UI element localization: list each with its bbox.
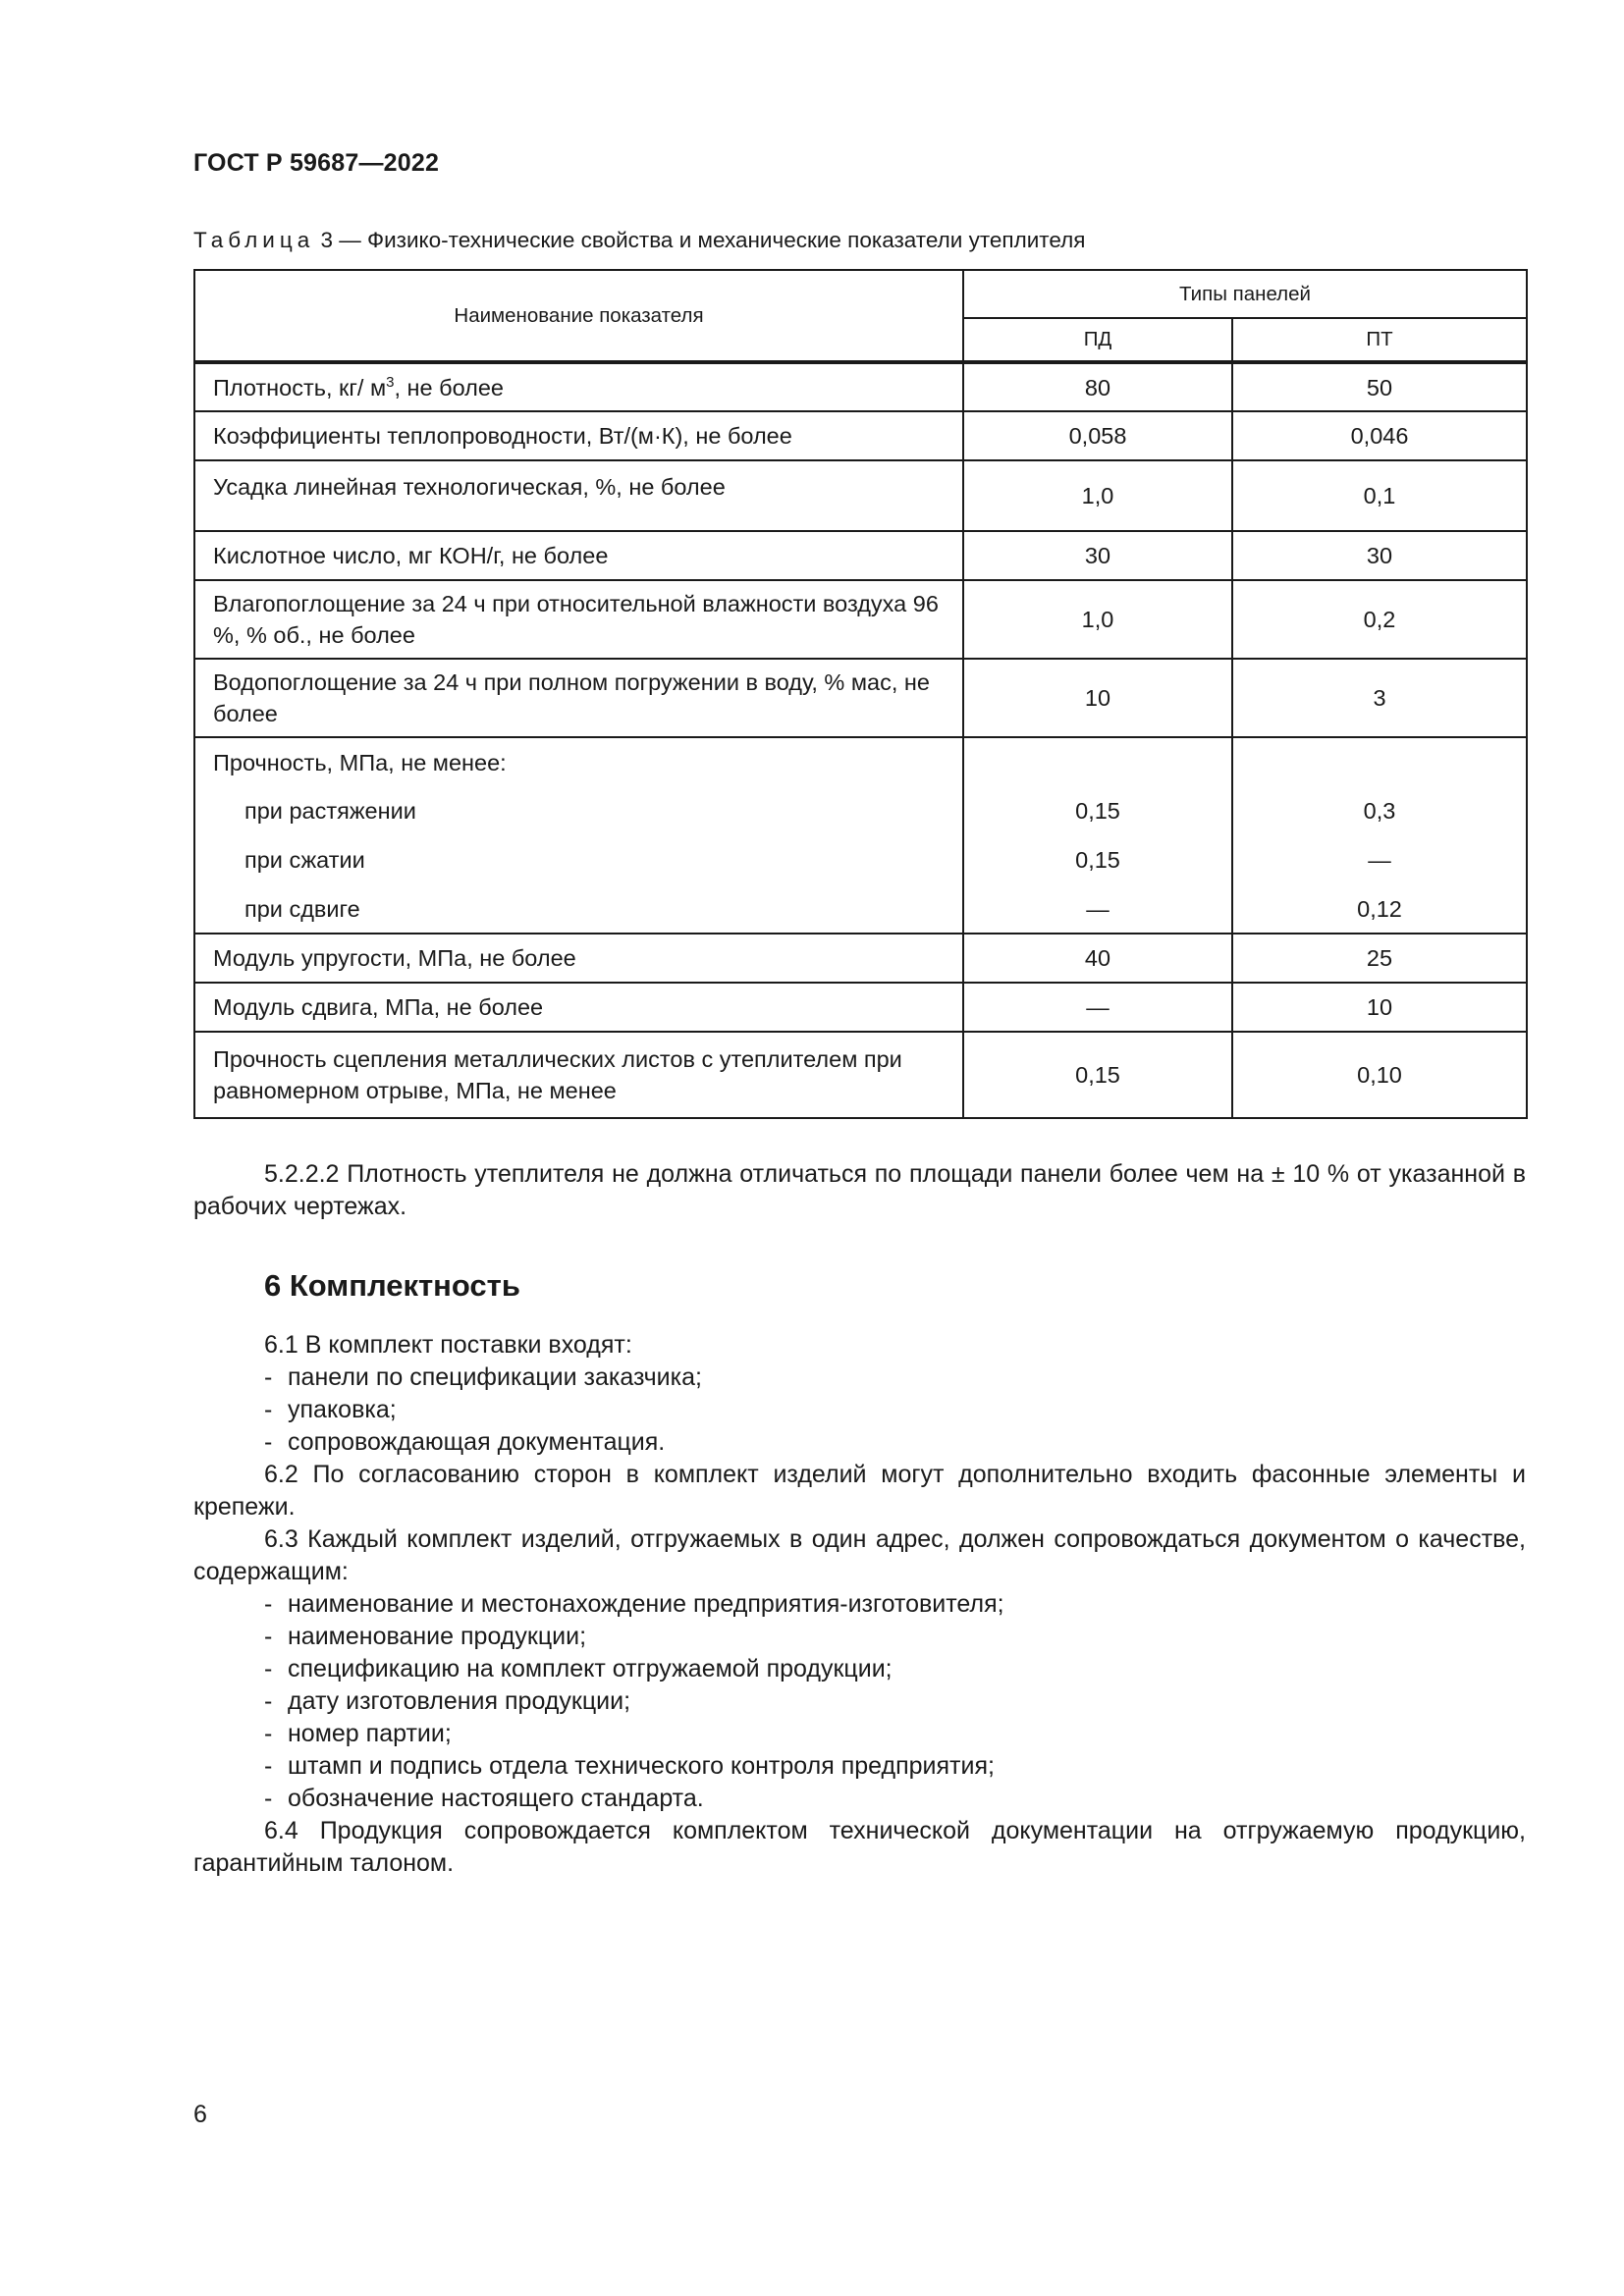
table-row (194, 411, 1527, 460)
value-pd: — (963, 884, 1232, 934)
value-pt: 0,2 (1232, 580, 1527, 659)
value-pd: 80 (963, 362, 1232, 411)
list-item-text: наименование и местонахождение предприятия-изготовителя; (288, 1590, 1004, 1618)
list-item-text: спецификацию на комплект отгружаемой продукции; (288, 1655, 893, 1682)
row-label: Модуль сдвига, МПа, не более (194, 983, 963, 1032)
value-pt: 25 (1232, 934, 1527, 983)
table-caption-prefix: Таблица (193, 228, 315, 252)
header-col-pd: ПД (963, 318, 1232, 362)
row-label: Коэффициенты теплопроводности, Вт/(м·К), не более (194, 411, 963, 460)
table-row (194, 786, 1527, 835)
value-pt: 0,10 (1232, 1032, 1527, 1118)
value-pt: — (1232, 835, 1527, 884)
row-label: Прочность сцепления металлических листов с утеплителем при равномерном отрыве, МПа, не менее (194, 1032, 963, 1118)
header-panel-types: Типы панелей (963, 270, 1527, 318)
table-row (194, 659, 1527, 737)
row-label: при растяжении (194, 786, 963, 835)
value-pt: 0,046 (1232, 411, 1527, 460)
value-pd: — (963, 983, 1232, 1032)
list-item-text: панели по спецификации заказчика; (288, 1363, 702, 1391)
strength-group-label: Прочность, МПа, не менее: (194, 737, 963, 786)
section-6-body (193, 1329, 1526, 1880)
value-pd: 0,15 (963, 1032, 1232, 1118)
list-item-text: дату изготовления продукции; (288, 1687, 631, 1715)
value-pt: 30 (1232, 531, 1527, 580)
row-label-text: Плотность, кг/ м (213, 374, 387, 400)
table-row (194, 934, 1527, 983)
table-caption-text: 3 — Физико-технические свойства и механические показатели утеплителя (314, 228, 1086, 252)
header-col-pt: ПТ (1232, 318, 1527, 362)
list-item-text: наименование продукции; (288, 1623, 587, 1650)
value-pd: 40 (963, 934, 1232, 983)
row-label: Водопоглощение за 24 ч при полном погружении в воду, % мас, не более (194, 659, 963, 737)
document-id-header: ГОСТ Р 59687—2022 (193, 149, 440, 177)
unit-superscript: 3 (386, 373, 395, 391)
paragraph-5-2-2-2 (193, 1158, 1526, 1223)
list-item: - упаковка; (264, 1396, 397, 1423)
list-item: - обозначение настоящего стандарта. (264, 1785, 704, 1812)
value-pt: 0,12 (1232, 884, 1527, 934)
value-pt: 3 (1232, 659, 1527, 737)
value-pt: 10 (1232, 983, 1527, 1032)
list-item-text: номер партии; (288, 1720, 452, 1747)
table-row (194, 1032, 1527, 1118)
table-row (194, 362, 1527, 411)
table-caption (193, 228, 1085, 253)
row-label: Усадка линейная технологическая, %, не более (194, 460, 963, 531)
row-label: при сдвиге (194, 884, 963, 934)
row-label: Модуль упругости, МПа, не более (194, 934, 963, 983)
table-row (194, 983, 1527, 1032)
table-row (194, 580, 1527, 659)
value-pd: 10 (963, 659, 1232, 737)
list-item: - номер партии; (264, 1720, 452, 1747)
table-row (194, 531, 1527, 580)
list-item-text: штамп и подпись отдела технического контроля предприятия; (288, 1752, 995, 1780)
value-pt: 50 (1232, 362, 1527, 411)
value-pd (963, 737, 1232, 786)
paragraph-text: 5.2.2.2 Плотность утеплителя не должна отличаться по площади панели более чем на ± 10 % от указанной в рабочих чертежах. (193, 1160, 1526, 1220)
list-item: - сопровождающая документация. (264, 1428, 666, 1456)
value-pt: 0,3 (1232, 786, 1527, 835)
list-item-text: сопровождающая документация. (288, 1428, 666, 1456)
value-pt: 0,1 (1232, 460, 1527, 531)
value-pd: 0,15 (963, 786, 1232, 835)
header-indicator-name: Наименование показателя (194, 270, 963, 362)
table-row (194, 737, 1527, 786)
paragraph-6-1: 6.1 В комплект поставки входят: (264, 1331, 632, 1359)
list-item: - наименование и местонахождение предприятия-изготовителя; (264, 1590, 1004, 1618)
properties-table (193, 269, 1528, 1119)
row-label-tail: , не более (394, 374, 504, 400)
list-item: - панели по спецификации заказчика; (264, 1363, 702, 1391)
table-row (194, 884, 1527, 934)
row-label: Влагопоглощение за 24 ч при относительной влажности воздуха 96 %, % об., не более (194, 580, 963, 659)
row-label: Кислотное число, мг КОН/г, не более (194, 531, 963, 580)
value-pd: 0,15 (963, 835, 1232, 884)
paragraph-6-3: 6.3 Каждый комплект изделий, отгружаемых в один адрес, должен сопровождаться документом о качестве, содержащим: (193, 1525, 1526, 1585)
paragraph-6-2: 6.2 По согласованию сторон в комплект изделий могут дополнительно входить фасонные элементы и крепежи. (193, 1461, 1526, 1521)
section-title-6: 6 Комплектность (264, 1268, 520, 1303)
value-pd: 0,058 (963, 411, 1232, 460)
list-item: - штамп и подпись отдела технического контроля предприятия; (264, 1752, 995, 1780)
table-row (194, 460, 1527, 531)
value-pd: 30 (963, 531, 1232, 580)
page-number: 6 (193, 2101, 207, 2128)
list-item-text: упаковка; (288, 1396, 397, 1423)
list-item: - дату изготовления продукции; (264, 1687, 631, 1715)
list-item: - спецификацию на комплект отгружаемой продукции; (264, 1655, 893, 1682)
value-pd: 1,0 (963, 460, 1232, 531)
value-pd: 1,0 (963, 580, 1232, 659)
row-label: при сжатии (194, 835, 963, 884)
paragraph-6-4: 6.4 Продукция сопровождается комплектом технической документации на отгружаемую продукцию, гарантийным талоном. (193, 1817, 1526, 1877)
value-pt (1232, 737, 1527, 786)
row-label (194, 362, 963, 411)
list-item-text: обозначение настоящего стандарта. (288, 1785, 704, 1812)
list-item: - наименование продукции; (264, 1623, 587, 1650)
table-row (194, 835, 1527, 884)
